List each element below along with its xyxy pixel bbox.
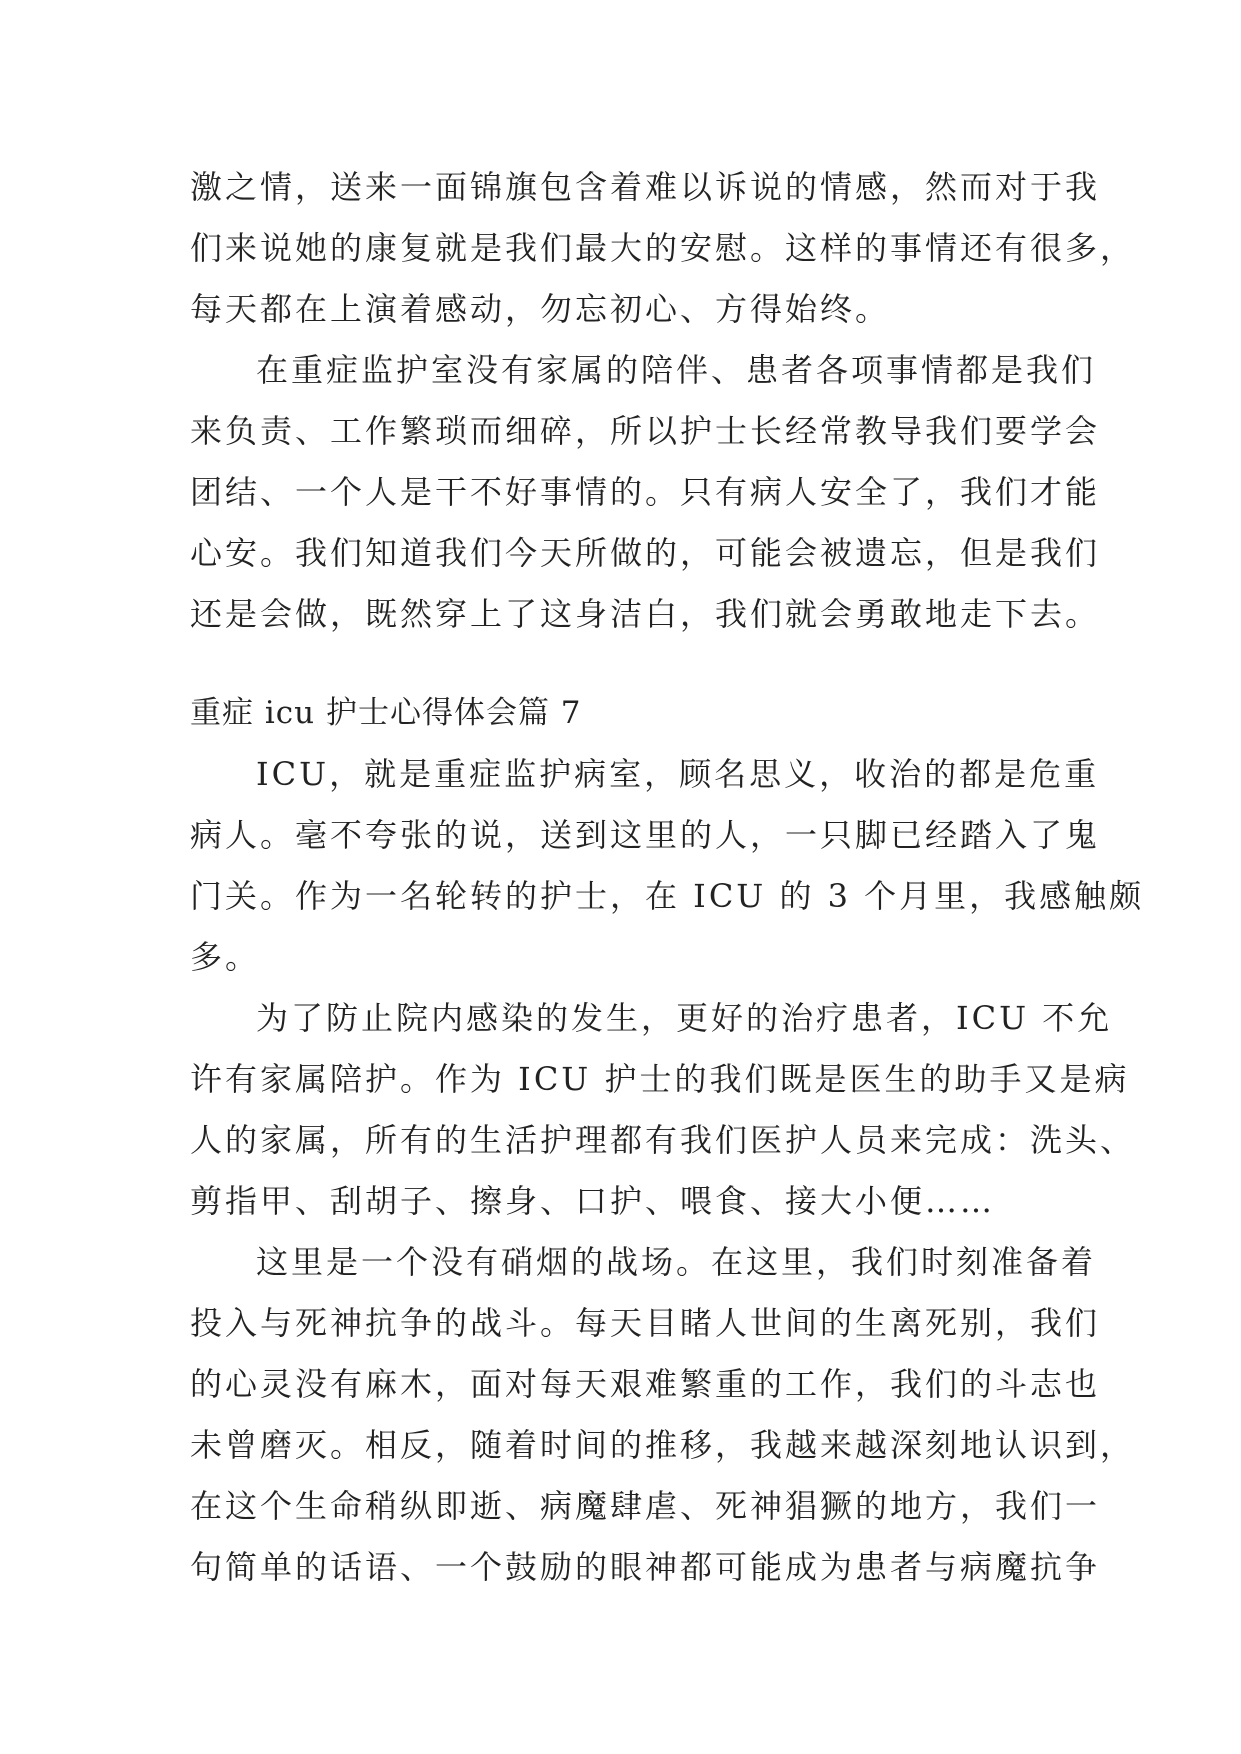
text-line: 投入与死神抗争的战斗。每天目睹人世间的生离死别，我们: [190, 1304, 1101, 1342]
text-line: 未曾磨灭。相反，随着时间的推移，我越来越深刻地认识到，: [190, 1426, 1136, 1464]
text-line: 们来说她的康复就是我们最大的安慰。这样的事情还有很多，: [190, 229, 1136, 267]
text-line: 激之情，送来一面锦旗包含着难以诉说的情感，然而对于我: [190, 168, 1101, 206]
text-line-paragraph-start: 为了防止院内感染的发生，更好的治疗患者，ICU 不允: [256, 999, 1113, 1037]
text-line: 每天都在上演着感动，勿忘初心、方得始终。: [190, 290, 891, 328]
section-heading: 重症 icu 护士心得体会篇 7: [190, 695, 582, 731]
text-line-paragraph-start: 这里是一个没有硝烟的战场。在这里，我们时刻准备着: [256, 1243, 1097, 1281]
text-line: 来负责、工作繁琐而细碎，所以护士长经常教导我们要学会: [190, 412, 1101, 450]
text-line: 句简单的话语、一个鼓励的眼神都可能成为患者与病魔抗争: [190, 1548, 1101, 1586]
section-continued-paragraphs: [190, 157, 1136, 645]
text-line: 还是会做，既然穿上了这身洁白，我们就会勇敢地走下去。: [190, 595, 1101, 633]
text-line: 团结、一个人是干不好事情的。只有病人安全了，我们才能: [190, 473, 1101, 511]
text-line: 许有家属陪护。作为 ICU 护士的我们既是医生的助手又是病: [190, 1060, 1130, 1098]
section-7-paragraphs: [190, 744, 1145, 1598]
text-line: 心安。我们知道我们今天所做的，可能会被遗忘，但是我们: [190, 534, 1101, 572]
text-line: 在这个生命稍纵即逝、病魔肆虐、死神猖獗的地方，我们一: [190, 1487, 1101, 1525]
text-line: 病人。毫不夸张的说，送到这里的人，一只脚已经踏入了鬼: [190, 816, 1101, 854]
text-line: 多。: [190, 938, 261, 976]
text-line: 的心灵没有麻木，面对每天艰难繁重的工作，我们的斗志也: [190, 1365, 1101, 1403]
text-line: 门关。作为一名轮转的护士，在 ICU 的 3 个月里，我感触颇: [190, 877, 1145, 915]
text-line: 人的家属，所有的生活护理都有我们医护人员来完成：洗头、: [190, 1121, 1136, 1159]
text-line: 剪指甲、刮胡子、擦身、口护、喂食、接大小便……: [190, 1182, 996, 1220]
text-line-paragraph-start: 在重症监护室没有家属的陪伴、患者各项事情都是我们: [256, 351, 1097, 389]
text-line-paragraph-start: ICU，就是重症监护病室，顾名思义，收治的都是危重: [256, 755, 1100, 793]
